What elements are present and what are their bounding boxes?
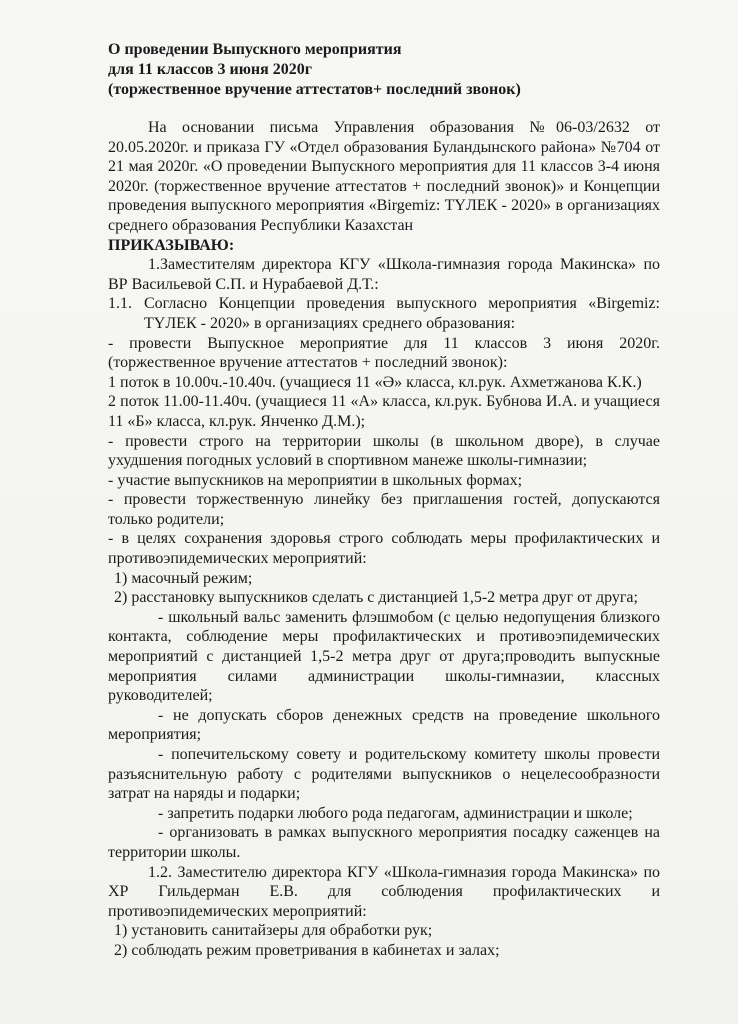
stream-1: 1 поток в 10.00ч.-10.40ч. (учащиеся 11 «Ә» класса, кл.рук. Ахметжанова К.К.) [108, 373, 642, 391]
document-title [108, 40, 628, 100]
list-item-1: 1) масочный режим; [114, 569, 253, 587]
measure-item-1: 1) установить санитайзеры для обработки рук; [114, 922, 433, 940]
stream-2: 2 поток 11.00-11.40ч. (учащиеся 11 «А» класса, кл.рук. Бубнова И.А. и учащиеся 11 «Б» класса, кл.рук. Янченко Д.М.); [108, 393, 660, 430]
dash-item-2: - провести строго на территории школы (в школьном дворе), в случае ухудшения погодных условий в спортивном манеже школы-гимназии; [108, 432, 660, 470]
dash-item-7: - не допускать сборов денежных средств на проведение школьного мероприятия; [108, 706, 660, 744]
intro-paragraph: На основании письма Управления образования №06-03/2632 от 20.05.2020г. и приказа ГУ «Отдел образования Буландынского района» №704 от 21 мая 2020г. «О проведении Выпускного мероприятия для 11 классов 3-4 июня 2020г. (торжественное вручение аттестатов + последний звонок)» и Концепции проведения выпускного мероприятия «Birgemiz: ТYЛЕК - 2020» в организациях среднего образования Республики Казахстан [108, 119, 660, 234]
dash-item-9: - запретить подарки любого рода педагогам, администрации и школе; [158, 804, 633, 822]
list-item-2: 2) расстановку выпускников сделать с дистанцией 1,5-2 метра друг от друга; [114, 589, 638, 607]
paragraph-1: 1.Заместителям директора КГУ «Школа-гимназия города Макинска» по ВР Васильевой С.П. и Нурабаевой Д.Т.: [108, 256, 660, 293]
dash-item-1: - провести Выпускное мероприятие для 11 классов 3 июня 2020г. (торжественное вручение аттестатов + последний звонок): [108, 334, 660, 372]
paragraph-1-1-text: Согласно Концепции проведения выпускного мероприятия «Birgemiz: ТYЛЕК - 2020» в организациях среднего образования: [144, 295, 660, 332]
dash-item-5: - в целях сохранения здоровья строго соблюдать меры профилактических и противоэпидемических мероприятий: [108, 530, 660, 568]
dash-item-3: - участие выпускников на мероприятии в школьных формах; [108, 471, 523, 489]
paragraph-1-2: 1.2. Заместителю директора КГУ «Школа-гимназия города Макинска» по ХР Гильдерман Е.В. для соблюдения профилактических и противоэпидемических мероприятий: [108, 863, 660, 920]
title-line-1: О проведении Выпускного мероприятия [108, 41, 402, 58]
dash-item-6: - школьный вальс заменить флэшмобом (с целью недопущения близкого контакта, соблюдение меры профилактических и противоэпидемических мероприятий с дистанцией 1,5-2 метра друг от друга;проводить выпускные мероприятия силами администрации школы-гимназии, классных руководителей; [108, 608, 660, 705]
paragraph-1-1-number: 1.1. [108, 295, 132, 313]
paragraph-1-1 [108, 294, 660, 333]
dash-item-4: - провести торжественную линейку без приглашения гостей, допускаются только родители; [108, 491, 660, 528]
measure-item-2: 2) соблюдать режим проветривания в кабинетах и залах; [114, 941, 500, 959]
document-body [108, 118, 660, 961]
dash-item-10: - организовать в рамках выпускного мероприятия посадку саженцев на территории школы. [108, 824, 660, 861]
title-line-2: для 11 классов 3 июня 2020г [108, 61, 313, 78]
dash-item-8: - попечительскому совету и родительскому комитету школы провести разъяснительную работу с родителями выпускников о нецелесообразности затрат на наряды и подарки; [108, 746, 660, 803]
title-line-3: (торжественное вручение аттестатов+ последний звонок) [108, 81, 521, 98]
order-heading: ПРИКАЗЫВАЮ: [108, 236, 235, 254]
